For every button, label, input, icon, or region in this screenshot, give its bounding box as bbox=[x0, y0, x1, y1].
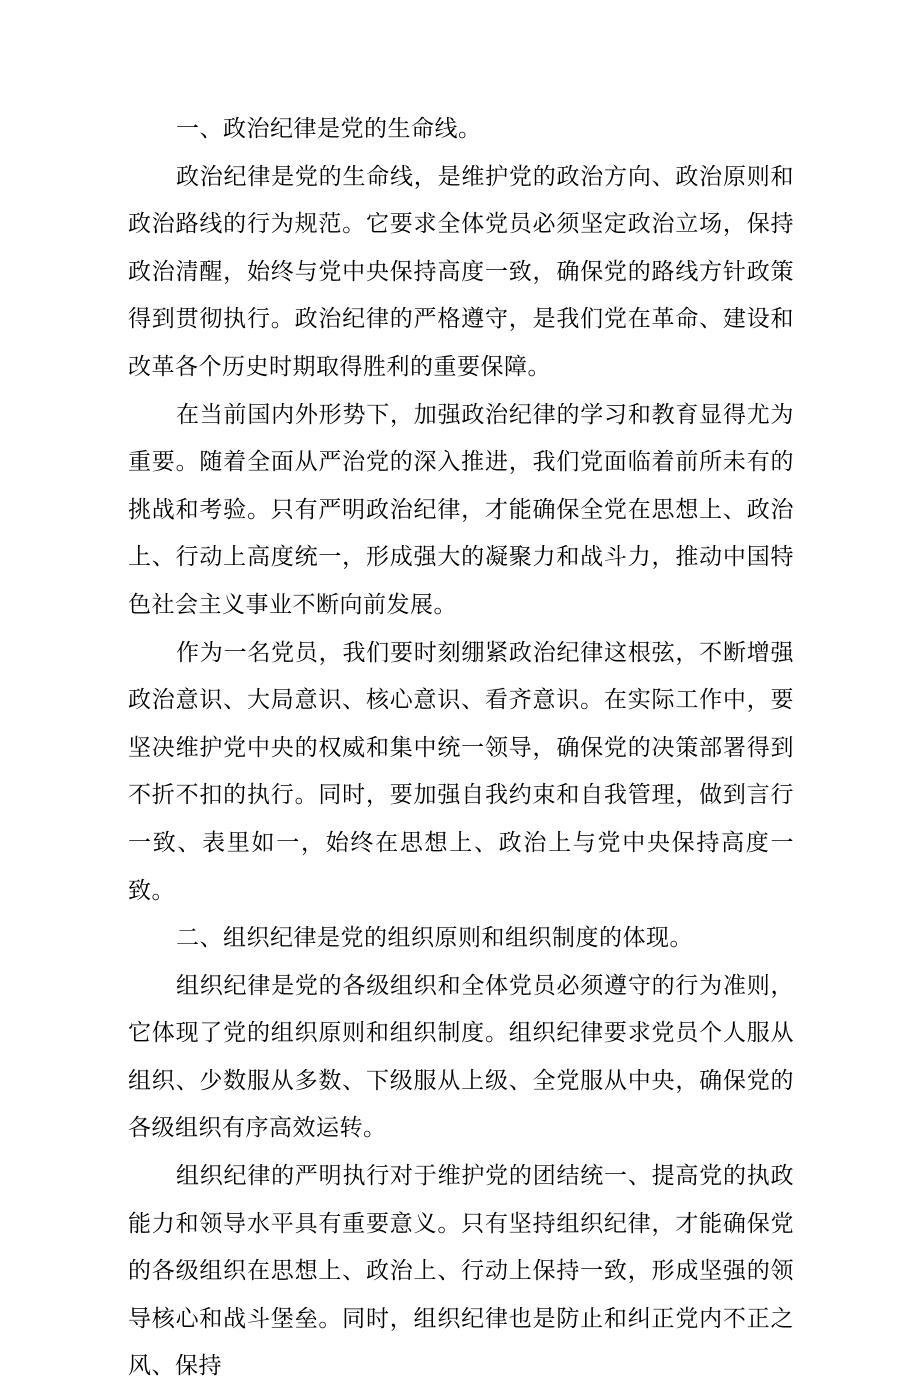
paragraph-political-discipline-definition: 政治纪律是党的生命线，是维护党的政治方向、政治原则和政治路线的行为规范。它要求全体党员必须坚定政治立场，保持政治清醒，始终与党中央保持高度一致，确保党的路线方针政策得到贯彻执行。政治纪律的严格遵守，是我们党在革命、建设和改革各个历史时期取得胜利的重要保障。 bbox=[128, 163, 794, 380]
paragraph-organizational-discipline-importance: 组织纪律的严明执行对于维护党的团结统一、提高党的执政能力和领导水平具有重要意义。只有坚持组织纪律，才能确保党的各级组织在思想上、政治上、行动上保持一致，形成坚强的领导核心和战斗堡垒。同时，组织纪律也是防止和纠正党内不正之风、保持 bbox=[128, 1163, 794, 1380]
paragraph-organizational-discipline-definition: 组织纪律是党的各级组织和全体党员必须遵守的行为准则，它体现了党的组织原则和组织制度。组织纪律要求党员个人服从组织、少数服从多数、下级服从上级、全党服从中央，确保党的各级组织有序高效运转。 bbox=[128, 972, 794, 1142]
document-body bbox=[128, 106, 794, 1391]
paragraph-party-member-duty: 作为一名党员，我们要时刻绷紧政治纪律这根弦，不断增强政治意识、大局意识、核心意识、看齐意识。在实际工作中，要坚决维护党中央的权威和集中统一领导，确保党的决策部署得到不折不扣的执行。同时，要加强自我约束和自我管理，做到言行一致、表里如一，始终在思想上、政治上与党中央保持高度一致。 bbox=[128, 639, 794, 904]
section-heading-organizational-discipline: 二、组织纪律是党的组织原则和组织制度的体现。 bbox=[176, 925, 693, 952]
section-heading-political-discipline: 一、政治纪律是党的生命线。 bbox=[176, 116, 482, 142]
paragraph-current-situation: 在当前国内外形势下，加强政治纪律的学习和教育显得尤为重要。随着全面从严治党的深入推进，我们党面临着前所未有的挑战和考验。只有严明政治纪律，才能确保全党在思想上、政治上、行动上高度统一，形成强大的凝聚力和战斗力，推动中国特色社会主义事业不断向前发展。 bbox=[128, 401, 794, 618]
